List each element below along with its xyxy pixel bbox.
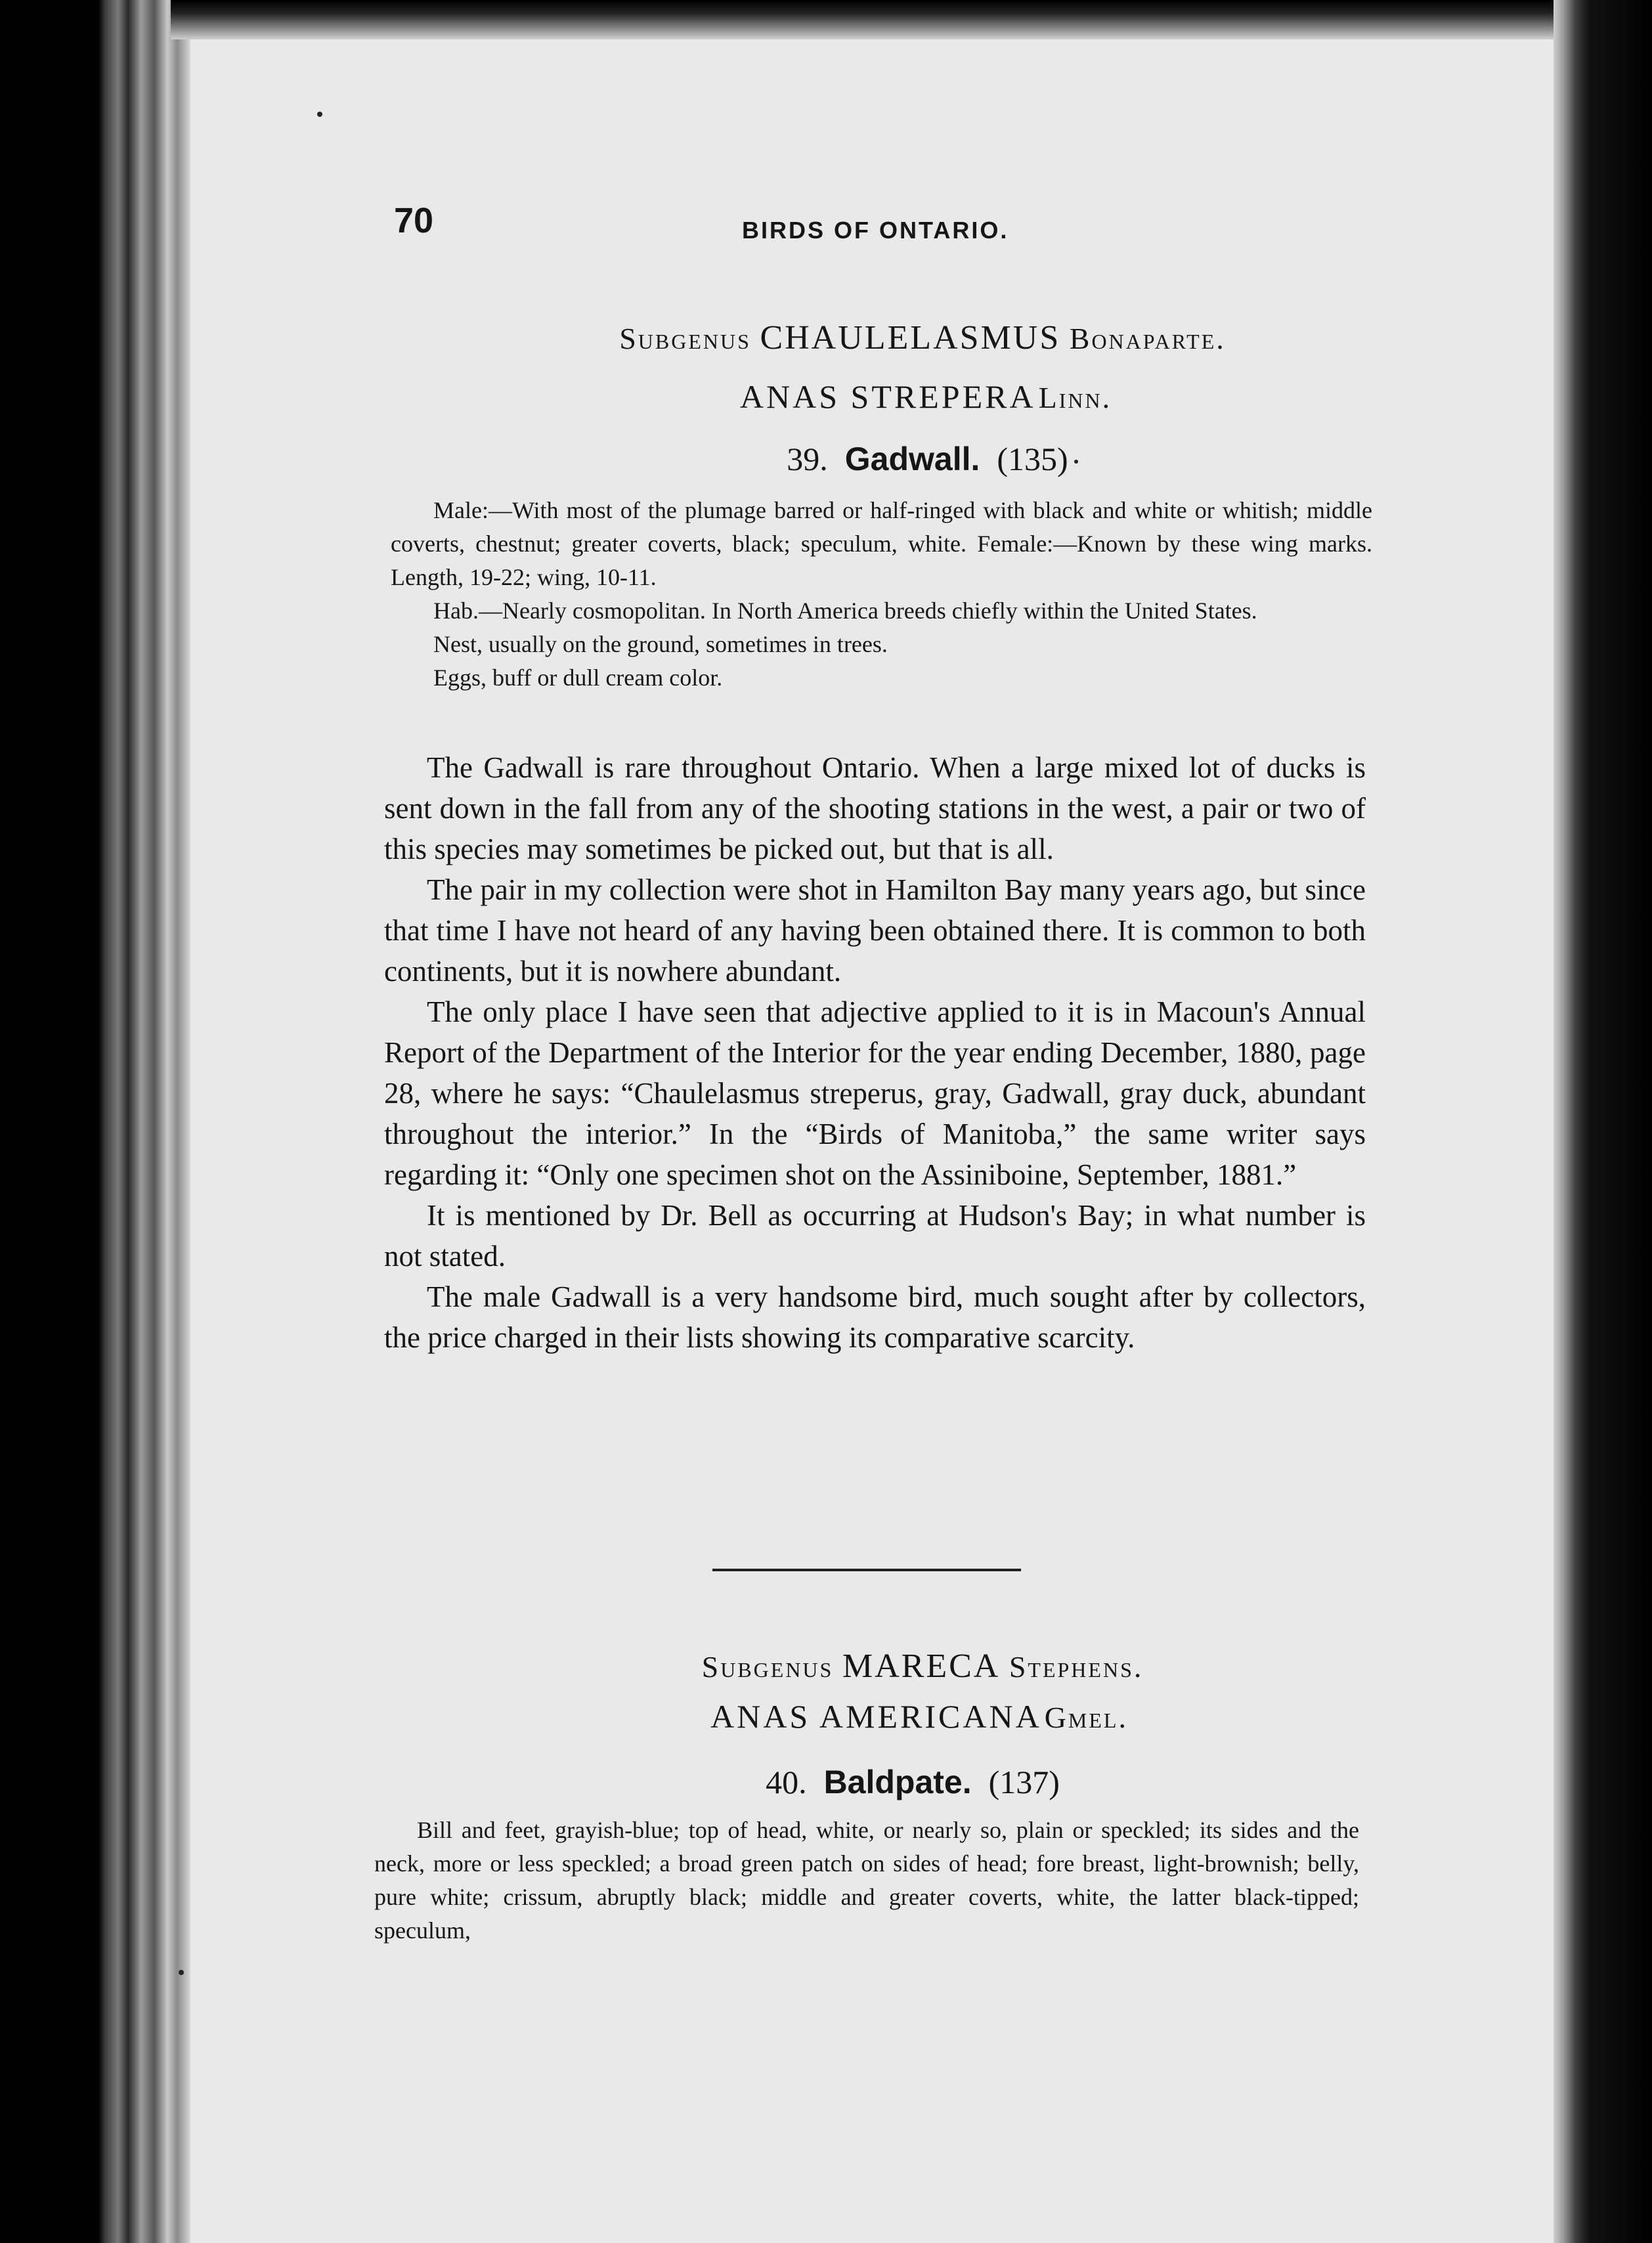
entry-code: (137) [988,1764,1060,1800]
description-paragraph: Hab.—Nearly cosmopolitan. In North America breeds chiefly within the United States. [433,598,1257,624]
body-paragraph: The Gadwall is rare throughout Ontario. When a large mixed lot of ducks is sent down in the fall from any of the shooting stations in the west, a pair or two of this species may sometimes be picked out, but that is all. [384,751,1366,865]
section-divider [712,1569,1021,1571]
running-head: BIRDS OF ONTARIO. [742,217,1009,244]
entry-name: Gadwall. [844,441,980,477]
entry-heading-40 [190,1763,1556,1801]
scan-speck [317,112,322,117]
species-author: Linn. [1038,381,1112,414]
species-heading-1 [190,378,1556,416]
body-paragraph: It is mentioned by Dr. Bell as occurring at Hudson's Bay; in what number is not stated. [384,1199,1366,1273]
species-name: ANAS AMERICANA [710,1698,1042,1735]
entry-code: (135) [997,441,1068,477]
book-edge-top [171,0,1563,39]
book-binding-left [0,0,190,2243]
body-paragraph: The only place I have seen that adjective applied to it is in Macoun's Annual Report of the Department of the Interior for the year ending December, 1880, page 28, where he says: “Chaulelasmus streperus, gray, Gadwall, gray duck, abundant throughout the interior.” In the “Birds of Manitoba,” the same writer says regarding it: “Only one specimen shot on the Assiniboine, September, 1881.” [384,995,1366,1191]
entry-number: 39. [787,441,828,477]
body-paragraph: The pair in my collection were shot in Hamilton Bay many years ago, but since that time I have not heard of any having been obtained there. It is common to both continents, but it is nowhere abundant. [384,873,1366,988]
description-paragraph: Male:—With most of the plumage barred or half-ringed with black and white or whitish; middle coverts, chestnut; greater coverts, black; speculum, white. Female:—Known by these wing marks. Length, 19-22; wing, 10-11. [391,497,1372,590]
subgenus-name: MARECA [842,1647,1001,1685]
subgenus-prefix: Subgenus [701,1650,834,1684]
subgenus-name: CHAULELASMUS [760,319,1061,357]
entry-name: Baldpate. [823,1764,972,1800]
species-author: Gmel. [1044,1701,1128,1734]
entry-heading-39 [190,440,1556,478]
description-paragraph: Nest, usually on the ground, sometimes in trees. [433,631,888,657]
subgenus-heading-2 [190,1647,1556,1686]
subgenus-author: Bonaparte. [1069,322,1226,355]
description-block-2 [374,1814,1359,1948]
description-paragraph: Eggs, buff or dull cream color. [433,664,723,691]
subgenus-heading-1 [190,318,1556,357]
body-paragraph: The male Gadwall is a very handsome bird, much sought after by collectors, the price charged in their lists showing its comparative scarcity. [384,1280,1366,1354]
description-block-1 [391,494,1372,695]
description-paragraph: Bill and feet, grayish-blue; top of head, white, or nearly so, plain or speckled; its sides and the neck, more or less speckled; a broad green patch on sides of head; fore breast, light-brownish; belly, pure white; crissum, abruptly black; middle and greater coverts, white, the latter black-tipped; speculum, [374,1817,1359,1944]
page-number: 70 [394,201,434,240]
book-edge-right [1554,0,1652,2243]
subgenus-prefix: Subgenus [619,322,751,355]
species-heading-2 [190,1697,1556,1735]
body-text-1 [384,747,1366,1358]
entry-number: 40. [766,1764,807,1800]
scan-speck [1074,460,1078,464]
scan-speck [179,1970,184,1975]
subgenus-author: Stephens. [1009,1650,1144,1684]
species-name: ANAS STREPERA [739,378,1036,415]
